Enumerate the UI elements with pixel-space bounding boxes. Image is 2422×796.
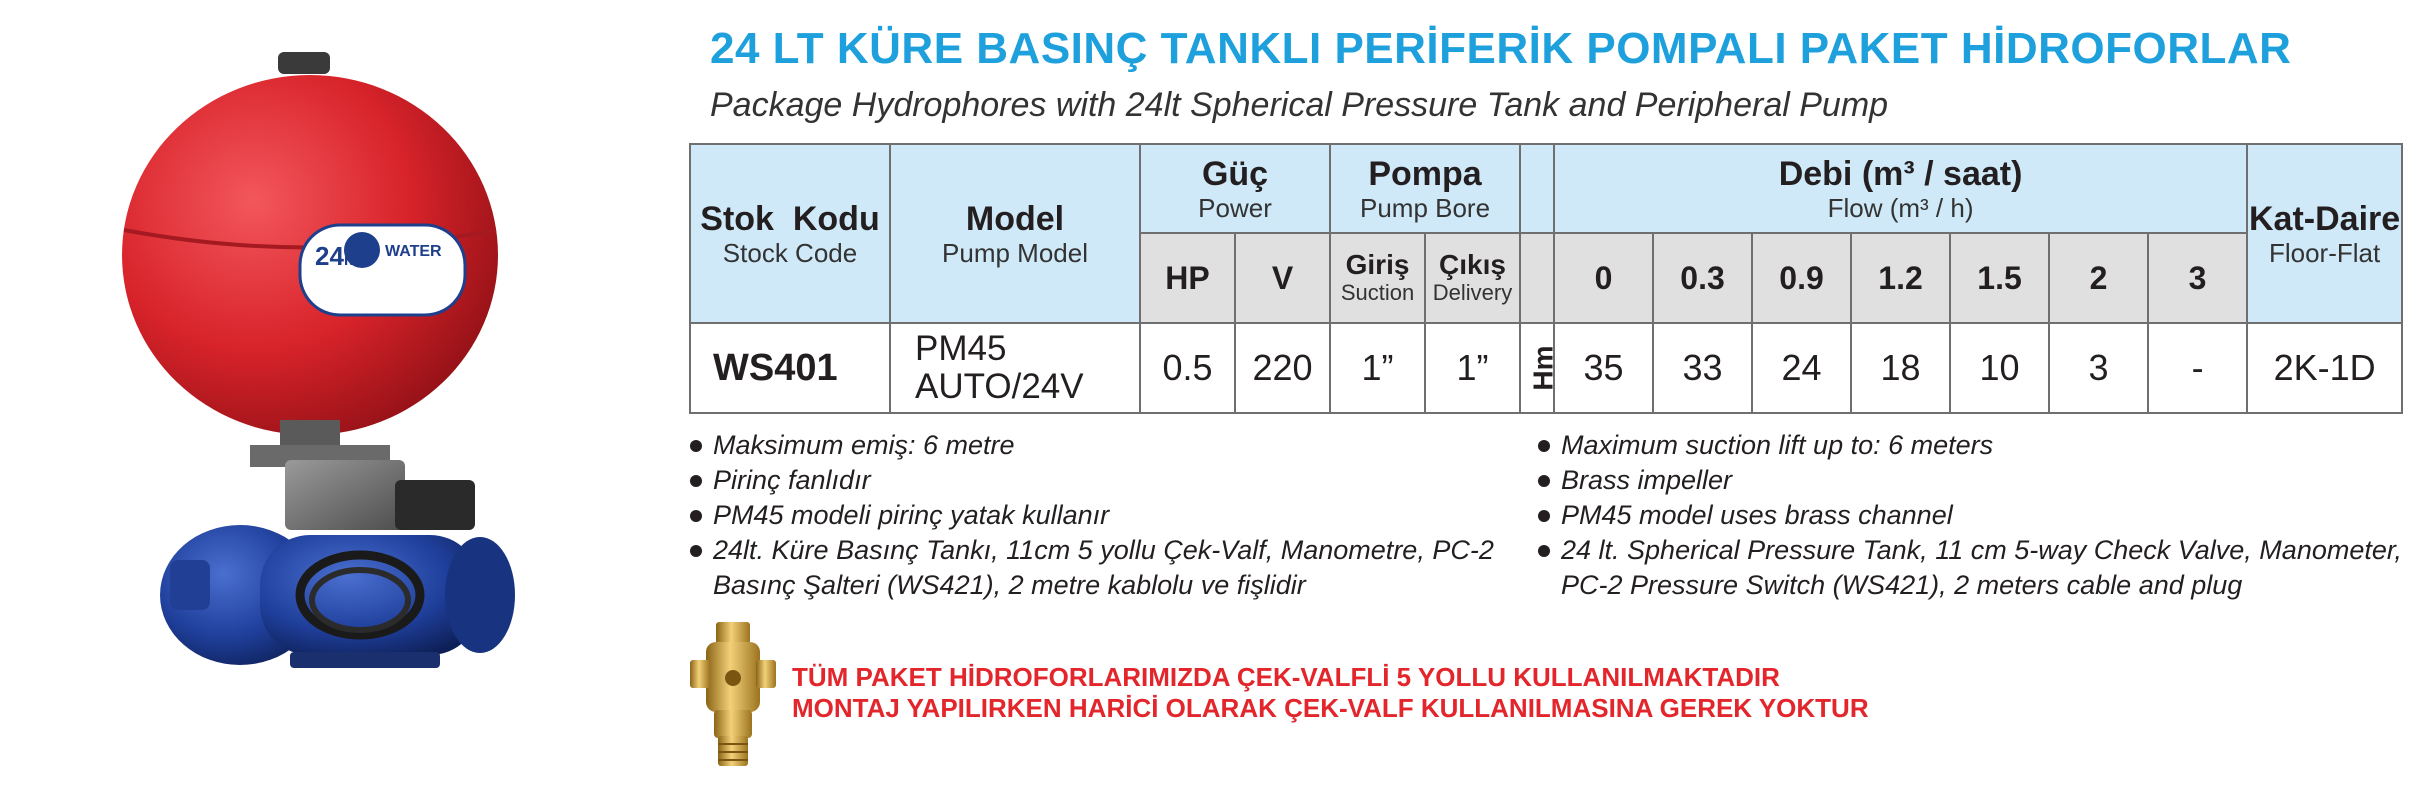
cell-hp: 0.5 (1140, 323, 1235, 413)
flow-point-label: 3 (2188, 260, 2207, 296)
features-list-tr (689, 428, 1509, 603)
cell-head-3: 18 (1851, 323, 1950, 413)
header-stock-code-tr: Stok Kodu (700, 199, 880, 238)
header-model (890, 144, 1140, 323)
subheader-flow-3 (1851, 233, 1950, 323)
header-flow-en: Flow (m³ / h) (1827, 192, 1974, 223)
header-pump-tr: Pompa (1368, 154, 1482, 193)
cell-floor: 2K-1D (2247, 323, 2402, 413)
subheader-spacer (1520, 233, 1554, 323)
cell-head-0: 35 (1554, 323, 1653, 413)
tank-label: 24 (315, 241, 344, 271)
flow-point-label: 0.3 (1680, 260, 1725, 296)
header-pump-en: Pump Bore (1359, 192, 1491, 223)
check-valve-image (688, 620, 778, 770)
header-power-en: Power (1198, 192, 1272, 223)
subheader-flow-5 (2049, 233, 2148, 323)
hm-label: Hm (1527, 345, 1559, 391)
subheader-inlet-tr: Giriş (1345, 249, 1410, 280)
subheader-flow-2 (1752, 233, 1851, 323)
flow-point-label: 0 (1594, 260, 1613, 296)
features-list-en (1537, 428, 2407, 603)
subheader-outlet-en: Delivery (1432, 280, 1513, 305)
header-model-en: Pump Model (942, 237, 1088, 268)
tank-label-unit: lt (343, 252, 354, 269)
list-item: Maksimum emiş: 6 metre (689, 428, 1509, 463)
page-subtitle: Package Hydrophores with 24lt Spherical Pressure Tank and Peripheral Pump (710, 86, 1889, 124)
list-item: Pirinç fanlıdır (689, 463, 1509, 498)
subheader-inlet (1330, 233, 1425, 323)
subheader-hp-label: HP (1165, 260, 1210, 296)
subheader-flow-6 (2148, 233, 2247, 323)
cell-v: 220 (1235, 323, 1330, 413)
note-line-2: MONTAJ YAPILIRKEN HARİCİ OLARAK ÇEK-VALF KULLANILMASINA GEREK YOKTUR (792, 693, 1869, 723)
header-floor (2247, 144, 2402, 323)
cell-head-5: 3 (2049, 323, 2148, 413)
subheader-flow-4 (1950, 233, 2049, 323)
flow-point-label: 1.5 (1977, 260, 2022, 296)
subheader-v-label: V (1271, 260, 1294, 296)
header-flow (1554, 144, 2247, 233)
cell-hm-label (1520, 323, 1559, 413)
note-line-1: TÜM PAKET HİDROFORLARIMIZDA ÇEK-VALFLİ 5 YOLLU KULLANILMAKTADIR (792, 662, 1780, 692)
cell-inlet: 1” (1330, 323, 1425, 413)
header-floor-en: Floor-Flat (2268, 237, 2381, 268)
header-pump (1330, 144, 1520, 233)
cell-model-line2: AUTO/24V (915, 367, 1084, 406)
page-title: 24 LT KÜRE BASINÇ TANKLI PERİFERİK POMPALI PAKET HİDROFORLAR (710, 24, 2292, 73)
subheader-v (1235, 233, 1330, 323)
table-row (690, 323, 2402, 413)
header-flow-tr: Debi (m³ / saat) (1778, 154, 2023, 193)
header-model-tr: Model (965, 199, 1065, 238)
flow-point-label: 0.9 (1779, 260, 1824, 296)
cell-outlet: 1” (1425, 323, 1520, 413)
list-item: PM45 model uses brass channel (1537, 498, 2407, 533)
list-item: 24lt. Küre Basınç Tankı, 11cm 5 yollu Çek-Valf, Manometre, PC-2 Basınç Şalteri (WS421), 2 metre kablolu ve fişlidir (689, 533, 1509, 603)
hydrophore-product-image (110, 40, 530, 740)
subheader-flow-0 (1554, 233, 1653, 323)
list-item: Brass impeller (1537, 463, 2407, 498)
header-power (1140, 144, 1330, 233)
header-spacer (1520, 144, 1554, 233)
subheader-outlet-tr: Çıkış (1439, 249, 1506, 280)
cell-head-1: 33 (1653, 323, 1752, 413)
flow-point-label: 2 (2089, 260, 2108, 296)
subheader-hp (1140, 233, 1235, 323)
list-item: PM45 modeli pirinç yatak kullanır (689, 498, 1509, 533)
tank-brand: WATER (385, 243, 442, 260)
subheader-flow-1 (1653, 233, 1752, 323)
cell-stock-code: WS401 (690, 323, 890, 413)
flow-point-label: 1.2 (1878, 260, 1923, 296)
cell-head-4: 10 (1950, 323, 2049, 413)
header-stock-code-en: Stock Code (722, 237, 858, 268)
header-floor-tr: Kat-Daire (2249, 199, 2401, 238)
subheader-inlet-en: Suction (1340, 280, 1415, 305)
header-stock-code (690, 144, 890, 323)
cell-head-2: 24 (1752, 323, 1851, 413)
list-item: Maximum suction lift up to: 6 meters (1537, 428, 2407, 463)
spec-table (689, 143, 2403, 414)
list-item: 24 lt. Spherical Pressure Tank, 11 cm 5-way Check Valve, Manometer, PC-2 Pressure Switch (WS421), 2 meters cable and plug (1537, 533, 2407, 603)
header-power-tr: Güç (1201, 154, 1269, 193)
cell-model (890, 323, 1140, 413)
cell-head-6: - (2148, 323, 2247, 413)
subheader-outlet (1425, 233, 1520, 323)
cell-model-line1: PM45 (915, 329, 1007, 368)
